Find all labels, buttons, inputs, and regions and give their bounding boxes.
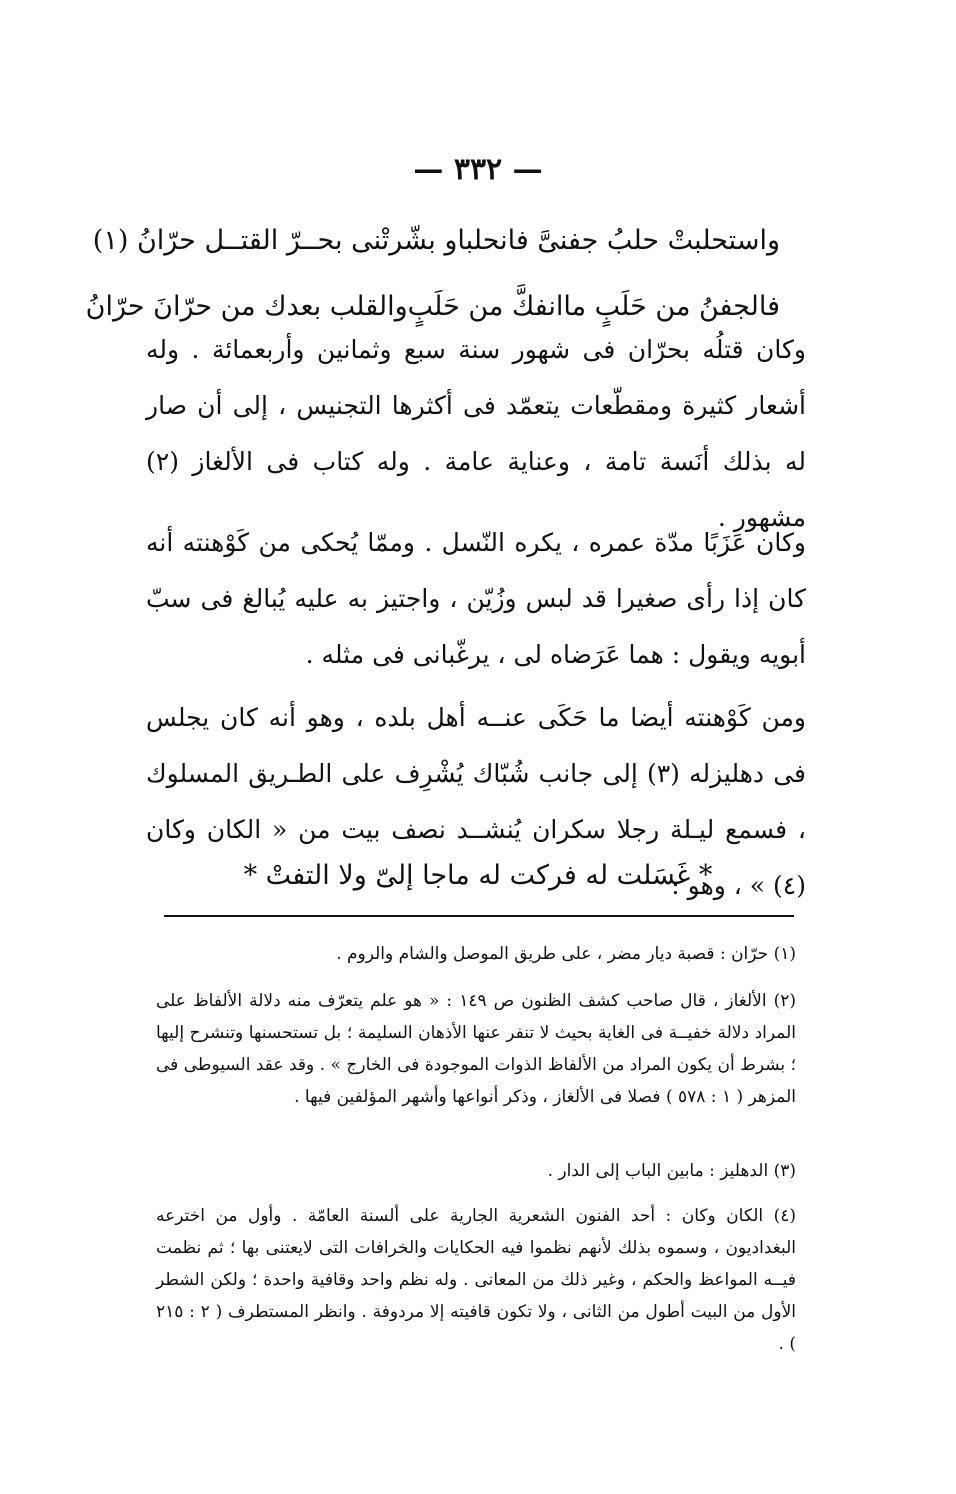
paragraph-2: وكان عَزَبًا مدّة عمره ، يكره النّسل . وممّا يُحكى من كَوْهنته أنه كان إذا رأى صغيرا قد لبس وزُيّن ، واجتيز به عليه يُبالغ فى سبّ أبويه ويقول : هما عَرَضاه لى ، يرغّبانى فى مثله .: [146, 528, 806, 669]
verse-2-second-hemistich: والقلب بعدك من حرّانَ حرّانُ: [85, 290, 408, 322]
page-number: — ٣٣٢ —: [413, 152, 543, 187]
verse-1-first-hemistich: واستحلبتْ حلبُ جفنىَّ فانحلبا: [457, 224, 780, 256]
paragraph-3: ومن كَوْهنته أيضا ما حَكَى عنــه أهل بلده ، وهو أنه كان يجلس فى دهليزله (٣) إلى جانب شُبّاك يُشْرِف على الطـريق المسلوك ، فسمع ليـلة رجلا سكران يُنشــد نصف بيت من « الكان وكان (٤) » ، وهو :: [146, 703, 806, 900]
footnote-3: (٣) الدهليز : مابين الباب إلى الدار .: [547, 1161, 796, 1181]
quoted-verse: * غَسَلت له فركت له ماجا إلىّ ولا التفتْ *: [243, 860, 713, 891]
footnote-divider: [164, 915, 794, 917]
verse-1-second-hemistich: و بشّرتْنى بحــرّ القتــل حرّانُ (١): [92, 224, 458, 256]
verse-2-first-hemistich: فالجفنُ من حَلَبٍ ماانفكَّ من حَلَبٍ: [407, 290, 780, 322]
paragraph-1: وكان قتلُه بحرّان فى شهور سنة سبع وثمانين وأربعمائة . وله أشعار كثيرة ومقطّعات يتعمّد فى أكثرها التجنيس ، إلى أن صار له بذلك أنَسة تامة ، وعناية عامة . وله كتاب فى الألغاز (٢) مشهور .: [146, 335, 806, 532]
verse-line-1: [92, 218, 780, 262]
footnote-4: (٤) الكان وكان : أحد الفنون الشعرية الجارية على ألسنة العامّة . وأول من اخترعه البغداديون ، وسموه بذلك لأنهم نظموا فيه الحكايات والخرافات التى لايعتنى بها ؛ ثم نظمت فيــه المواعظ والحكم ، وغير ذلك من المعانى . وله نظم واحد وقافية واحدة ؛ ولكن الشطر الأول من البيت أطول من الثانى ، ولا تكون قافيته إلا مردوفة . وانظر المستطرف ( ٢ : ٢١٥ ) .: [156, 1206, 797, 1354]
footnote-1: (١) حرّان : قصبة ديار مضر ، على طريق الموصل والشام والروم .: [336, 944, 796, 964]
footnote-2: (٢) الألغاز ، قال صاحب كشف الظنون ص ١٤٩ : « هو علم يتعرّف منه دلالة الألفاظ على المراد دلالة خفيــة فى الغاية بحيث لا تنفر عنها الأذهان السليمة ؛ بل تستحسنها وتنشرح إليها ؛ بشرط أن يكون المراد من الألفاظ الذوات الموجودة فى الخارج » . وقد عقد السيوطى فى المزهر ( ١ : ٥٧٨ ) فصلا فى الألغاز ، وذكر أنواعها وأشهر المؤلفين فيها .: [156, 991, 796, 1107]
